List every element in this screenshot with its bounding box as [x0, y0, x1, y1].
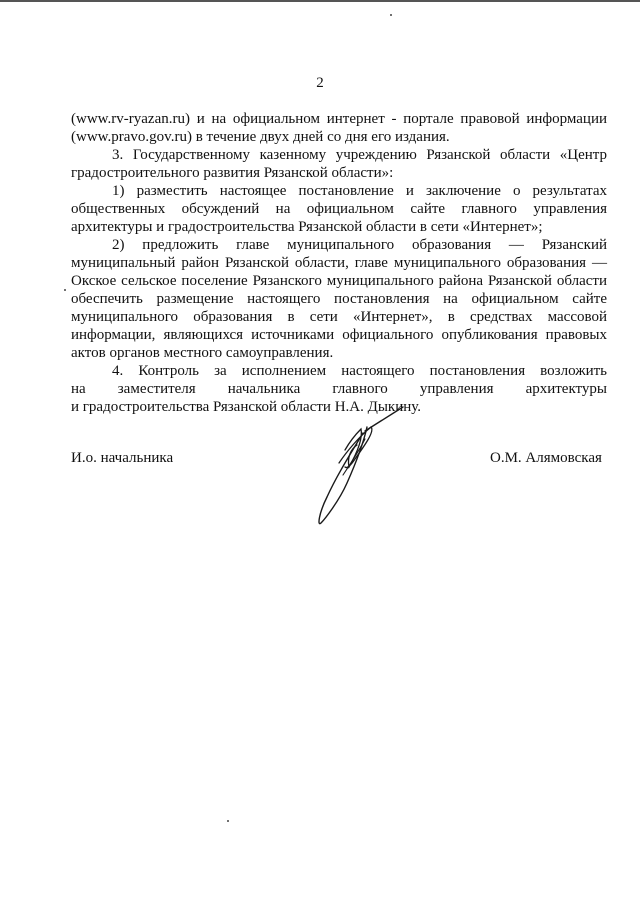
text-line: 2) предложить главе муниципального образования — Рязанский	[112, 237, 607, 253]
scan-speck	[390, 14, 392, 16]
text-line: архитектуры и градостроительства Рязанской области в сети «Интернет»;	[71, 219, 543, 235]
text-line: (www.pravo.gov.ru) в течение двух дней со дня его издания.	[71, 129, 450, 145]
page-top-edge	[0, 0, 640, 2]
text-line: 1) разместить настоящее постановление и заключение о результатах	[112, 183, 607, 199]
page-number: 2	[316, 75, 324, 91]
text-line: и градостроительства Рязанской области Н.А. Дыкину.	[71, 399, 422, 415]
scan-speck	[227, 820, 229, 822]
signatory-name: О.М. Алямовская	[490, 450, 602, 466]
text-line: муниципальный район Рязанской области, главе муниципального образования —	[71, 255, 607, 271]
text-line: на заместителя начальника главного управления архитектуры	[71, 381, 607, 397]
text-line: 4. Контроль за исполнением настоящего постановления возложить	[112, 363, 607, 379]
text-line: актов органов местного самоуправления.	[71, 345, 334, 361]
scan-speck	[64, 289, 66, 291]
signatory-title: И.о. начальника	[71, 450, 174, 466]
text-line: обеспечить размещение настоящего постановления на официальном сайте	[71, 291, 607, 307]
text-line: муниципального образования в сети «Интернет», в средствах массовой	[71, 309, 607, 325]
handwritten-signature	[305, 405, 415, 530]
text-line: градостроительного развития Рязанской области»:	[71, 165, 394, 181]
text-line: общественных обсуждений на официальном сайте главного управления	[71, 201, 607, 217]
text-line: (www.rv-ryazan.ru) и на официальном интернет - портале правовой информации	[71, 111, 607, 127]
text-line: Окское сельское поселение Рязанского муниципального района Рязанской области	[71, 273, 607, 289]
text-line: 3. Государственному казенному учреждению Рязанской области «Центр	[112, 147, 607, 163]
text-line: информации, являющихся источниками официального опубликования правовых	[71, 327, 607, 343]
